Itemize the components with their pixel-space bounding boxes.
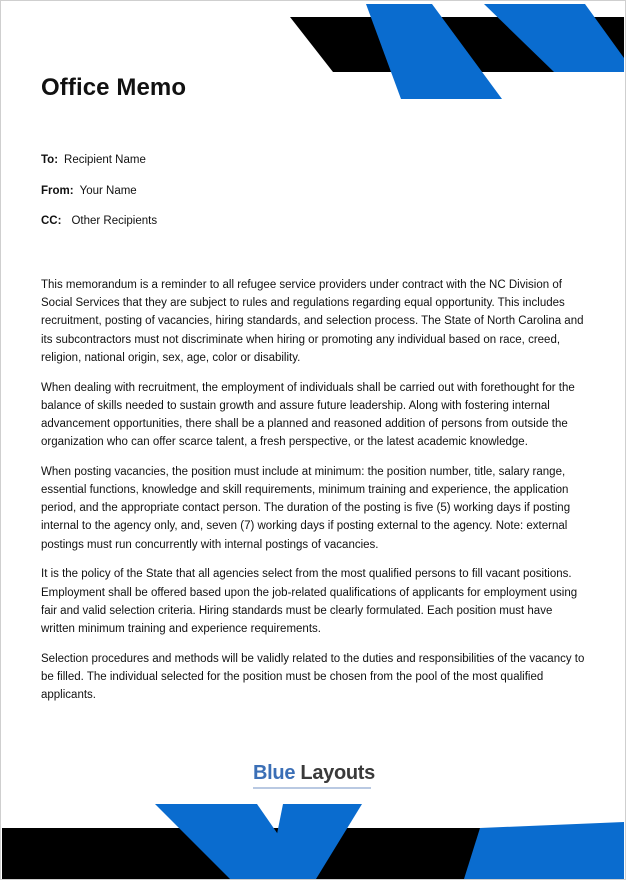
cc-label: CC: [41,215,62,227]
to-row [41,154,146,166]
logo-word-blue: Blue [253,762,296,784]
brand-logo [253,762,375,785]
body-paragraph: Selection procedures and methods will be validly related to the duties and responsibilities of the vacancy to be filled. The individual selected for the position must be chosen from the pool of the most qualified applicants. [41,652,585,702]
logo-underline [253,787,371,789]
to-label: To: [41,154,59,166]
body-paragraph: When posting vacancies, the position must include at minimum: the position number, title, salary range, essential functions, knowledge and skill requirements, minimum training and experience, the application period, and the appropriate contact person. The duration of the posting is five (5) working days if posting internal to the agency only, and, seven (7) working days if posting external to the agency. Note: external postings must run concurrently with internal postings of vacancies. [41,465,571,551]
body-paragraph: This memorandum is a reminder to all refugee service providers under contract with the NC Division of Social Services that they are subject to rules and regulations regarding equal opportunity. This includes recruitment, posting of vacancies, hiring standards, and selection process. The State of North Carolina and its subcontractors must not discriminate when hiring or promoting any individual based on race, creed, religion, national origin, sex, age, color or disability. [41,279,584,364]
memo-title: Office Memo [41,74,187,101]
cc-value: Other Recipients [71,215,158,227]
body-paragraph: It is the policy of the State that all agencies select from the most qualified persons to fill vacant positions. Employment shall be offered based upon the job-related qualifications of applicants for employment using fair and valid selection criteria. Hiring standards must be clearly formulated. Each position must have written minimum training and experience requirements. [41,568,578,635]
bottom-decoration [0,800,626,880]
bottom-blue-band-right [464,822,624,879]
body-paragraph: When dealing with recruitment, the employment of individuals shall be carried out with forethought for the balance of skills needed to sustain growth and assure future leadership. Along with fostering internal advancement opportunities, there shall be a planned and reasoned addition of persons from outside the organization who can offer scarce talent, a fresh perspective, or the latest academic knowledge. [41,381,575,449]
cc-row [41,215,157,227]
from-value: Your Name [79,185,137,197]
from-label: From: [41,185,74,197]
from-row [41,185,137,197]
to-value: Recipient Name [64,154,146,166]
logo-word-layouts: Layouts [300,762,375,784]
memo-body [41,276,589,716]
